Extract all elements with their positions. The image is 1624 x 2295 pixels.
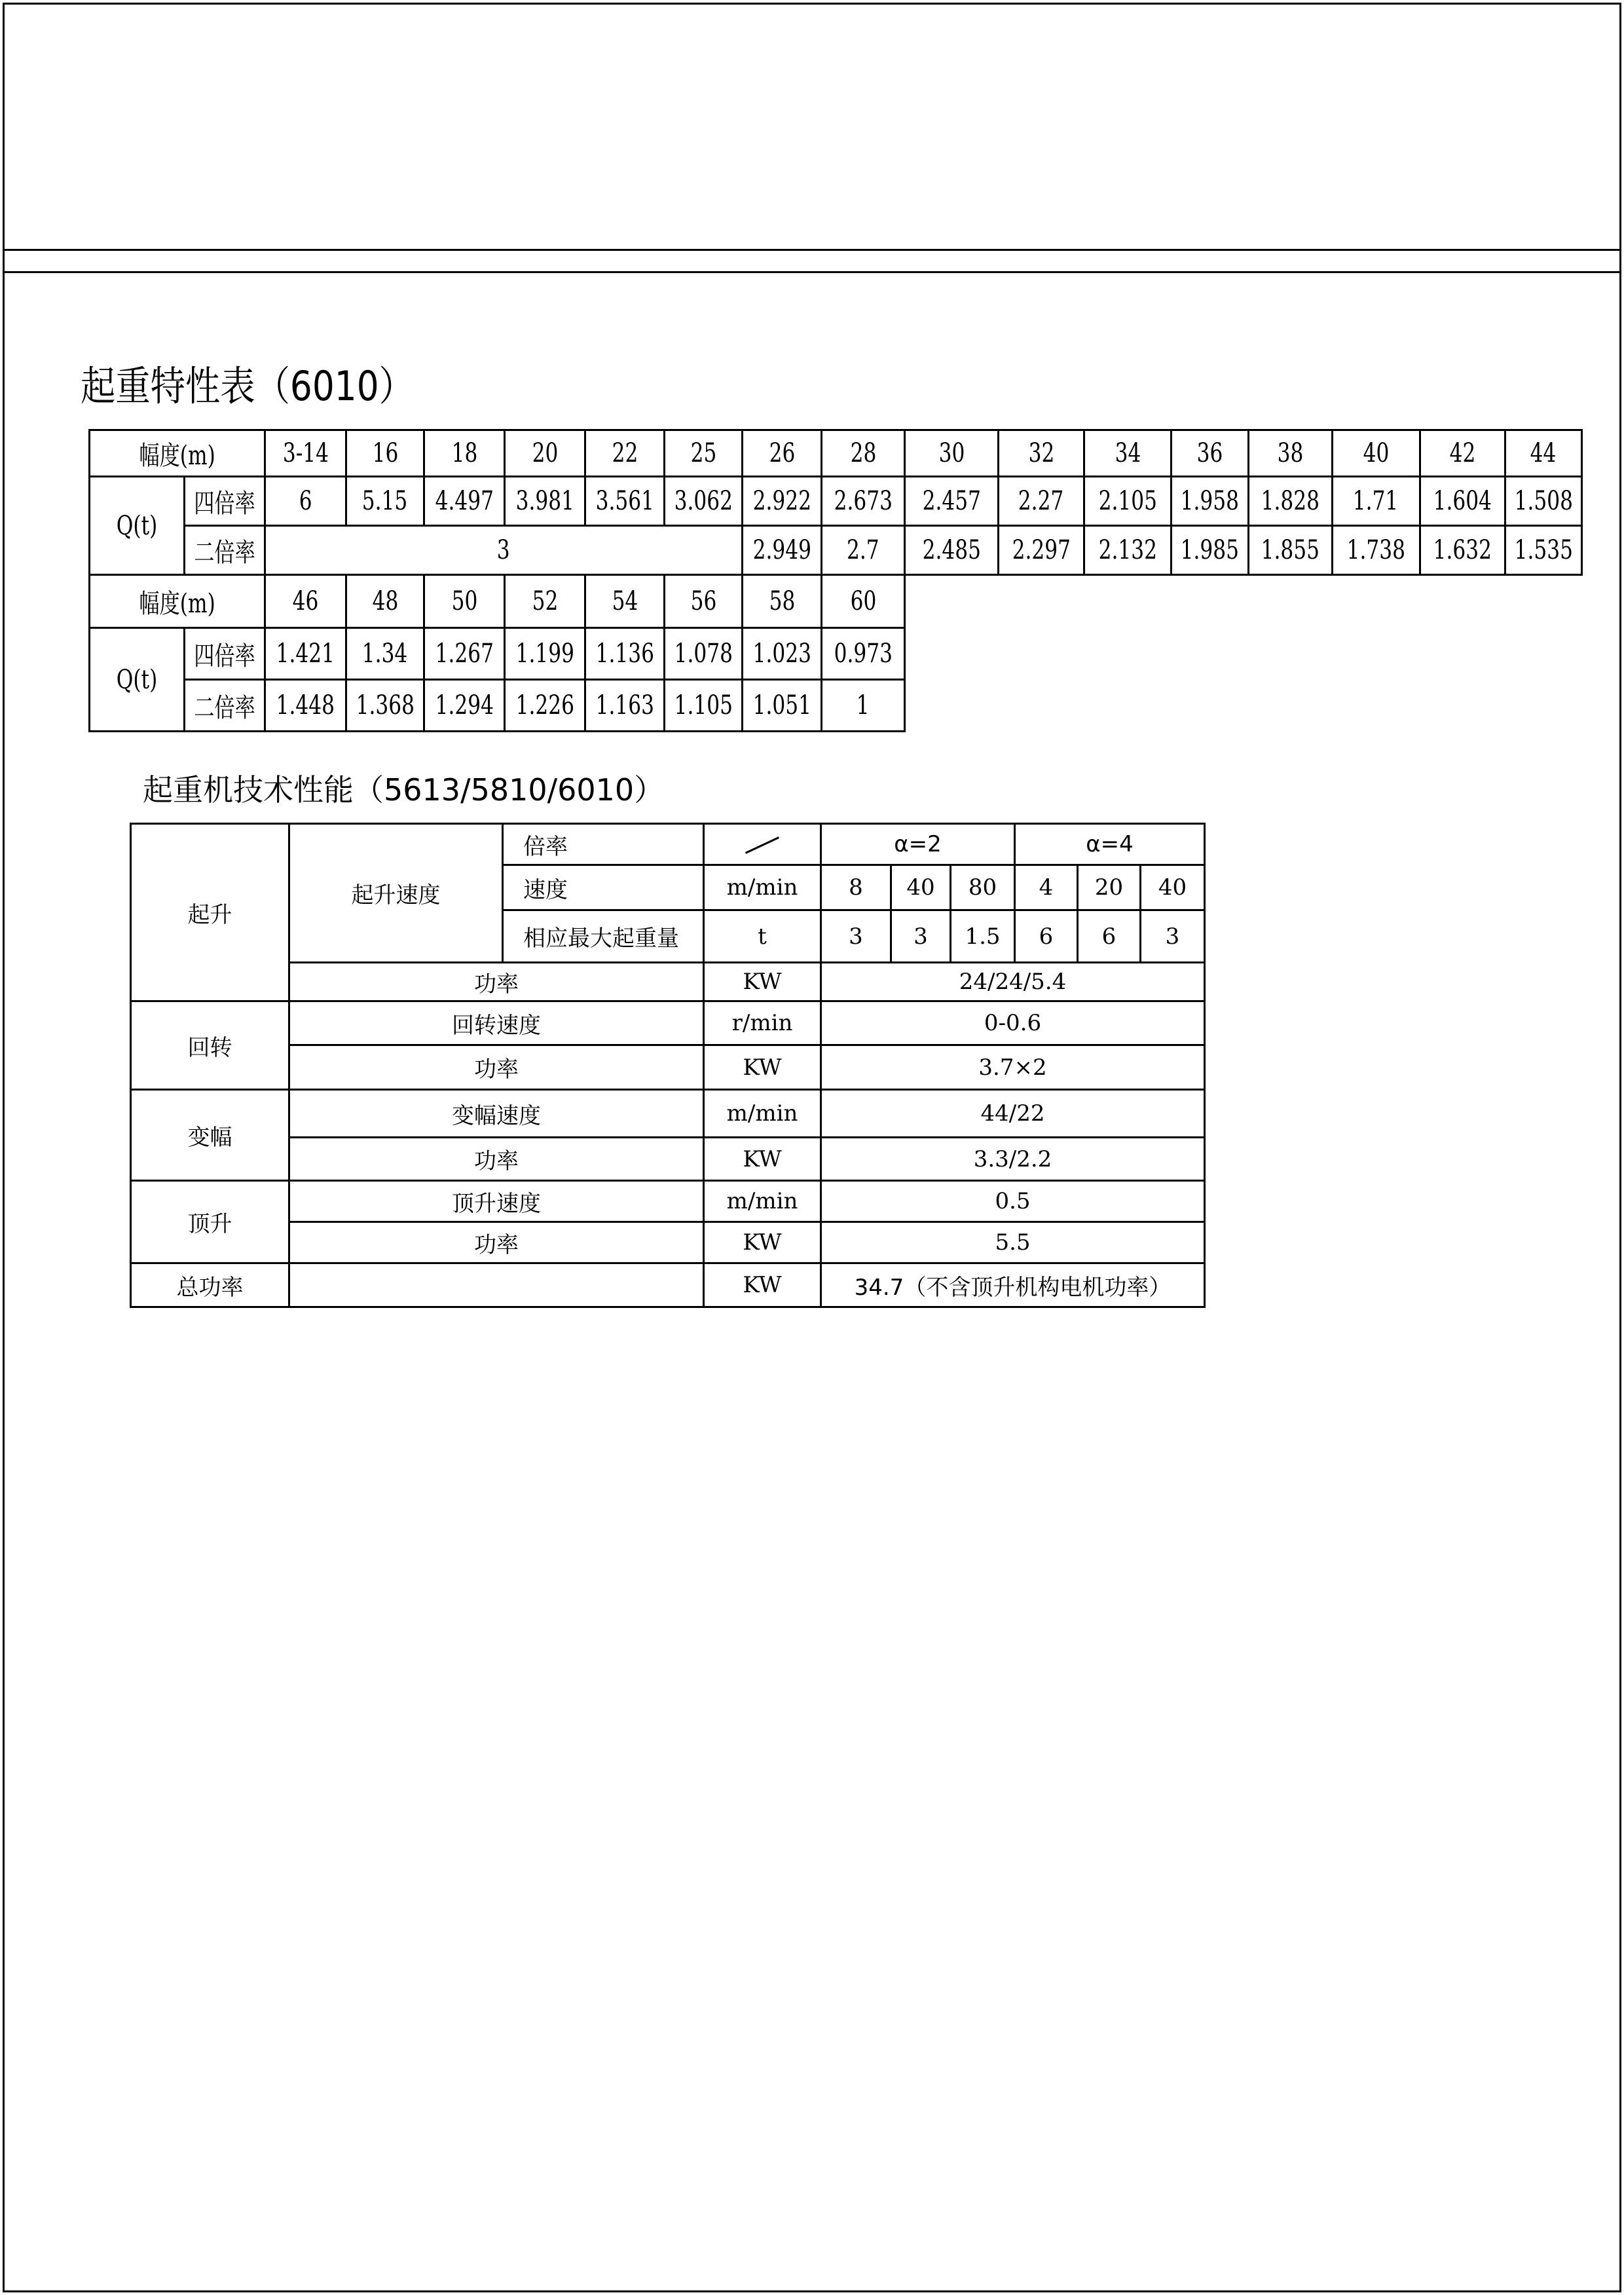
unit-cell: t	[704, 910, 821, 963]
load-cell: 2.922	[743, 477, 822, 526]
power-label: 功率	[289, 1222, 704, 1263]
load-cell: 1.34	[346, 628, 424, 680]
value-cell: 0-0.6	[821, 1001, 1205, 1045]
unit-cell: KW	[704, 1045, 821, 1090]
amplitude-cell: 18	[424, 430, 505, 477]
amplitude-cell: 56	[665, 575, 743, 628]
speed-cell: 40	[891, 865, 951, 910]
load-cell: 1.855	[1248, 526, 1332, 575]
amplitude-cell: 60	[822, 575, 905, 628]
amplitude-cell: 46	[265, 575, 346, 628]
four-fall-row-1	[90, 477, 1582, 526]
two-fall-row-2	[90, 680, 1582, 732]
header-divider-1	[3, 249, 1621, 251]
qisheng-speed-label: 起升速度	[289, 824, 503, 963]
amplitude-label: 幅度(m)	[90, 575, 265, 628]
max-load-label: 相应最大起重量	[503, 910, 704, 963]
load-cell: 1.267	[424, 628, 505, 680]
load-cell: 2.485	[905, 526, 999, 575]
value-cell: 24/24/5.4	[821, 963, 1205, 1001]
load-cell: 1.632	[1420, 526, 1505, 575]
huizhuan-speed-label: 回转速度	[289, 1001, 704, 1045]
beilv-label: 倍率	[503, 824, 704, 865]
amplitude-cell: 50	[424, 575, 505, 628]
speed-cell: 80	[951, 865, 1015, 910]
load-cell: 0.973	[822, 628, 905, 680]
total-power-value: 34.7（不含顶升机构电机功率）	[821, 1263, 1205, 1307]
load-cell: 3.062	[665, 477, 743, 526]
unit-cell: m/min	[704, 1181, 821, 1222]
load-cell: 3	[891, 910, 951, 963]
load-cell: 1.294	[424, 680, 505, 732]
diagonal-slash-icon	[745, 836, 779, 853]
amplitude-cell: 52	[505, 575, 585, 628]
load-cell: 2.7	[822, 526, 905, 575]
amplitude-cell: 3-14	[265, 430, 346, 477]
unit-cell: KW	[704, 1222, 821, 1263]
speed-cell: 4	[1015, 865, 1078, 910]
load-cell: 1.078	[665, 628, 743, 680]
row-dingsheng-speed	[131, 1181, 1205, 1222]
unit-cell: m/min	[704, 865, 821, 910]
amplitude-cell: 54	[585, 575, 665, 628]
load-cell: 6	[265, 477, 346, 526]
load-cell: 2.297	[999, 526, 1084, 575]
load-cell-merged: 3	[265, 526, 743, 575]
q-label: Q(t)	[90, 477, 185, 575]
load-cell: 1.958	[1172, 477, 1249, 526]
amplitude-cell: 36	[1172, 430, 1249, 477]
alpha4-header: α=4	[1015, 824, 1205, 865]
amplitude-cell: 22	[585, 430, 665, 477]
two-fall-row-1	[90, 526, 1582, 575]
row-qisheng-power	[131, 963, 1205, 1001]
dingsheng-speed-label: 顶升速度	[289, 1181, 704, 1222]
crane-performance-title: 起重机技术性能（5613/5810/6010）	[143, 772, 665, 808]
crane-performance-table	[130, 823, 1206, 1308]
load-cell: 3.561	[585, 477, 665, 526]
load-cell: 1.5	[951, 910, 1015, 963]
slash-cell	[704, 824, 821, 865]
value-cell: 44/22	[821, 1090, 1205, 1138]
load-cell: 1.051	[743, 680, 822, 732]
load-chart-title: 起重特性表（6010）	[81, 362, 414, 410]
amplitude-cell: 48	[346, 575, 424, 628]
load-cell: 2.105	[1084, 477, 1172, 526]
value-cell: 5.5	[821, 1222, 1205, 1263]
amplitude-cell: 28	[822, 430, 905, 477]
amplitude-cell: 58	[743, 575, 822, 628]
load-cell: 2.949	[743, 526, 822, 575]
four-fall-label: 四倍率	[185, 628, 265, 680]
load-cell: 1.535	[1505, 526, 1582, 575]
power-label: 功率	[289, 1138, 704, 1181]
value-cell: 0.5	[821, 1181, 1205, 1222]
total-power-label: 总功率	[131, 1263, 289, 1307]
load-cell: 1.105	[665, 680, 743, 732]
load-cell: 1	[822, 680, 905, 732]
unit-cell: m/min	[704, 1090, 821, 1138]
load-cell: 2.132	[1084, 526, 1172, 575]
load-cell: 1.421	[265, 628, 346, 680]
load-cell: 2.457	[905, 477, 999, 526]
load-cell: 1.604	[1420, 477, 1505, 526]
section-bianfu: 变幅	[131, 1090, 289, 1181]
value-cell: 3.3/2.2	[821, 1138, 1205, 1181]
sudu-label: 速度	[503, 865, 704, 910]
load-cell: 2.27	[999, 477, 1084, 526]
amplitude-label: 幅度(m)	[90, 430, 265, 477]
speed-cell: 20	[1078, 865, 1141, 910]
unit-cell: KW	[704, 963, 821, 1001]
load-cell: 1.199	[505, 628, 585, 680]
unit-cell: r/min	[704, 1001, 821, 1045]
four-fall-label: 四倍率	[185, 477, 265, 526]
unit-cell: KW	[704, 1263, 821, 1307]
power-label: 功率	[289, 1045, 704, 1090]
load-cell: 6	[1015, 910, 1078, 963]
header-divider-2	[3, 271, 1621, 273]
load-cell: 1.136	[585, 628, 665, 680]
row-dingsheng-power	[131, 1222, 1205, 1263]
load-cell: 1.163	[585, 680, 665, 732]
amplitude-cell: 44	[1505, 430, 1582, 477]
alpha2-header: α=2	[821, 824, 1015, 865]
load-cell: 1.738	[1332, 526, 1420, 575]
speed-cell: 8	[821, 865, 891, 910]
load-cell: 1.226	[505, 680, 585, 732]
load-cell: 1.828	[1248, 477, 1332, 526]
amplitude-cell: 16	[346, 430, 424, 477]
load-cell: 2.673	[822, 477, 905, 526]
load-cell: 1.023	[743, 628, 822, 680]
two-fall-label: 二倍率	[185, 526, 265, 575]
four-fall-row-2	[90, 628, 1582, 680]
amplitude-cell: 26	[743, 430, 822, 477]
q-label: Q(t)	[90, 628, 185, 732]
load-cell: 5.15	[346, 477, 424, 526]
row-beilv	[131, 824, 1205, 865]
amplitude-cell: 42	[1420, 430, 1505, 477]
amplitude-cell: 40	[1332, 430, 1420, 477]
power-label: 功率	[289, 963, 704, 1001]
row-bianfu-power	[131, 1138, 1205, 1181]
amplitude-cell: 32	[999, 430, 1084, 477]
amplitude-cell: 34	[1084, 430, 1172, 477]
load-characteristics-table	[88, 429, 1583, 732]
unit-cell: KW	[704, 1138, 821, 1181]
bianfu-speed-label: 变幅速度	[289, 1090, 704, 1138]
load-cell: 6	[1078, 910, 1141, 963]
load-cell: 3.981	[505, 477, 585, 526]
amplitude-cell: 30	[905, 430, 999, 477]
section-huizhuan: 回转	[131, 1001, 289, 1090]
load-cell: 1.71	[1332, 477, 1420, 526]
amplitude-row-2	[90, 575, 1582, 628]
empty-cell	[289, 1263, 704, 1307]
row-bianfu-speed	[131, 1090, 1205, 1138]
value-cell: 3.7×2	[821, 1045, 1205, 1090]
section-dingsheng: 顶升	[131, 1181, 289, 1263]
row-total-power	[131, 1263, 1205, 1307]
two-fall-label: 二倍率	[185, 680, 265, 732]
load-cell: 3	[821, 910, 891, 963]
load-cell: 1.508	[1505, 477, 1582, 526]
load-cell: 1.985	[1172, 526, 1249, 575]
row-huizhuan-power	[131, 1045, 1205, 1090]
load-cell: 1.448	[265, 680, 346, 732]
amplitude-cell: 20	[505, 430, 585, 477]
amplitude-cell: 25	[665, 430, 743, 477]
load-cell: 1.368	[346, 680, 424, 732]
load-cell: 4.497	[424, 477, 505, 526]
speed-cell: 40	[1141, 865, 1205, 910]
row-huizhuan-speed	[131, 1001, 1205, 1045]
amplitude-cell: 38	[1248, 430, 1332, 477]
load-cell: 3	[1141, 910, 1205, 963]
section-qisheng: 起升	[131, 824, 289, 1001]
amplitude-row-1	[90, 430, 1582, 477]
